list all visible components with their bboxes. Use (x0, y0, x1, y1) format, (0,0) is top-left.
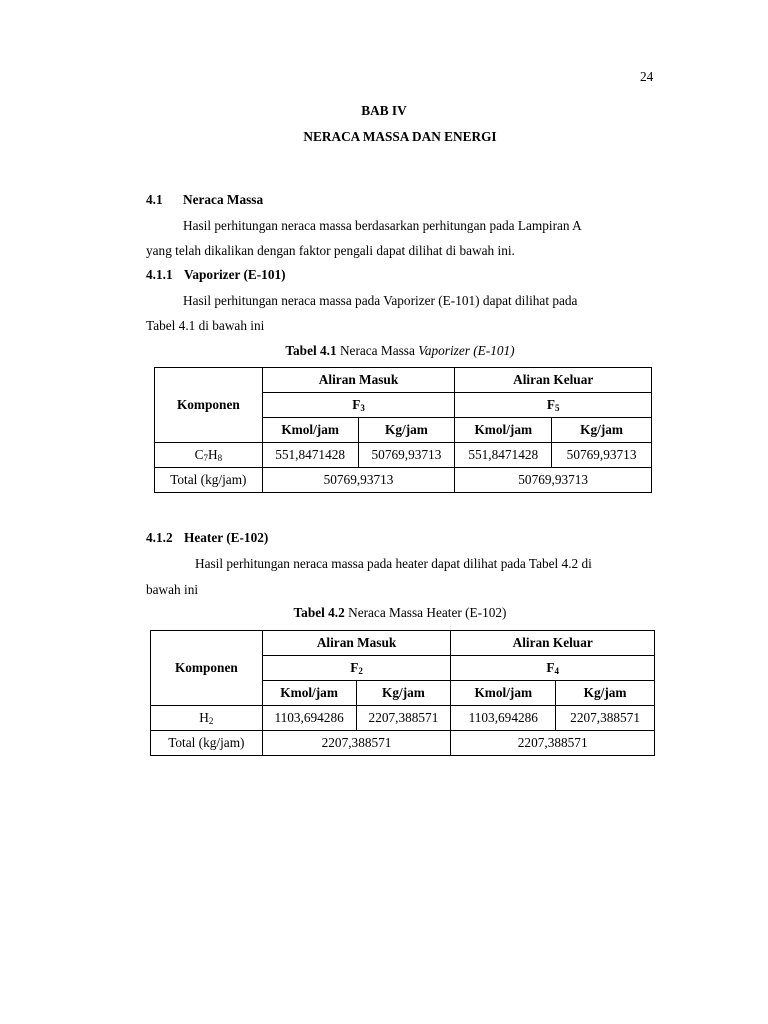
section-4-1-1-paragraph-line2: Tabel 4.1 di bawah ini (146, 318, 265, 333)
table-4-1-component-header: Komponen (155, 368, 263, 443)
table-4-2-total-row (151, 731, 655, 756)
table-4-2-caption (0, 605, 768, 621)
chapter-label: BAB IV (361, 103, 407, 118)
table-4-1-caption-italic: Vaporizer (E-101) (418, 343, 515, 358)
table-4-1-total-out: 50769,93713 (455, 468, 652, 493)
table-4-2-total-label: Total (kg/jam) (151, 731, 263, 756)
table-4-1 (154, 367, 652, 493)
table-4-1-out-header: Aliran Keluar (455, 368, 652, 393)
table-row (155, 443, 652, 468)
table-4-1-in-stream: $F_3$ (262, 393, 455, 418)
table-4-1-total-in: 50769,93713 (262, 468, 455, 493)
section-4-1-paragraph-line1: Hasil perhitungan neraca massa berdasarkan perhitungan pada Lampiran A (183, 218, 582, 233)
table-4-2-in-header: Aliran Masuk (262, 631, 451, 656)
table-4-1-out-kmol-cell: 551,8471428 (455, 443, 552, 468)
table-4-1-out-kg-cell: 50769,93713 (552, 443, 652, 468)
table-4-1-in-kmol-cell: 551,8471428 (262, 443, 358, 468)
table-4-1-header-row (155, 368, 652, 393)
table-4-1-in-unit-kg: Kg/jam (358, 418, 455, 443)
table-4-2-out-header: Aliran Keluar (451, 631, 655, 656)
table-4-2 (150, 630, 655, 756)
table-4-2-in-stream: $F_2$ (262, 656, 451, 681)
section-4-1-2-paragraph-line1: Hasil perhitungan neraca massa pada heater dapat dilihat pada Tabel 4.2 di (195, 556, 592, 571)
table-4-2-in-unit-kmol: Kmol/jam (262, 681, 356, 706)
table-4-2-caption-label: Tabel 4.2 (293, 605, 345, 620)
table-4-1-out-stream: $F_5$ (455, 393, 652, 418)
table-4-2-out-unit-kg: Kg/jam (556, 681, 655, 706)
table-4-1-total-row (155, 468, 652, 493)
table-4-1-caption-label: Tabel 4.1 (285, 343, 337, 358)
table-4-2-out-unit-kmol: Kmol/jam (451, 681, 556, 706)
table-4-2-out-stream: $F_4$ (451, 656, 655, 681)
table-4-2-in-kmol-cell: 1103,694286 (262, 706, 356, 731)
table-4-2-total-in: 2207,388571 (262, 731, 451, 756)
table-4-1-caption (0, 343, 768, 359)
table-4-1-in-unit-kmol: Kmol/jam (262, 418, 358, 443)
section-4-1-2-title: Heater (E-102) (184, 530, 269, 545)
table-4-2-caption-text: Neraca Massa Heater (E-102) (348, 605, 507, 620)
section-4-1-number: 4.1 (146, 192, 163, 207)
table-4-1-caption-text: Neraca Massa (339, 343, 415, 358)
table-4-1-total-label: Total (kg/jam) (155, 468, 263, 493)
section-4-1-paragraph-line2: yang telah dikalikan dengan faktor pengali dapat dilihat di bawah ini. (146, 243, 515, 258)
table-4-2-out-kmol-cell: 1103,694286 (451, 706, 556, 731)
table-4-2-total-out: 2207,388571 (451, 731, 655, 756)
chapter-title: NERACA MASSA DAN ENERGI (303, 129, 497, 144)
table-row (151, 706, 655, 731)
table-4-1-component-cell: $C_7H_8$ (155, 443, 263, 468)
table-4-2-component-cell: $H_2$ (151, 706, 263, 731)
table-4-1-out-unit-kmol: Kmol/jam (455, 418, 552, 443)
section-4-1-2-paragraph-line2: bawah ini (146, 582, 199, 597)
section-4-1-1-paragraph-line1: Hasil perhitungan neraca massa pada Vaporizer (E-101) dapat dilihat pada (183, 293, 578, 308)
table-4-1-in-kg-cell: 50769,93713 (358, 443, 455, 468)
table-4-2-component-header: Komponen (151, 631, 263, 706)
section-4-1-1-number: 4.1.1 (146, 267, 173, 282)
table-4-1-in-header: Aliran Masuk (262, 368, 455, 393)
table-4-1-out-unit-kg: Kg/jam (552, 418, 652, 443)
section-4-1-1-title: Vaporizer (E-101) (184, 267, 286, 282)
section-4-1-2-number: 4.1.2 (146, 530, 173, 545)
table-4-2-header-row (151, 631, 655, 656)
table-4-2-in-kg-cell: 2207,388571 (356, 706, 451, 731)
page-number: 24 (640, 69, 654, 84)
table-4-2-in-unit-kg: Kg/jam (356, 681, 451, 706)
table-4-2-out-kg-cell: 2207,388571 (556, 706, 655, 731)
section-4-1-title: Neraca Massa (183, 192, 264, 207)
